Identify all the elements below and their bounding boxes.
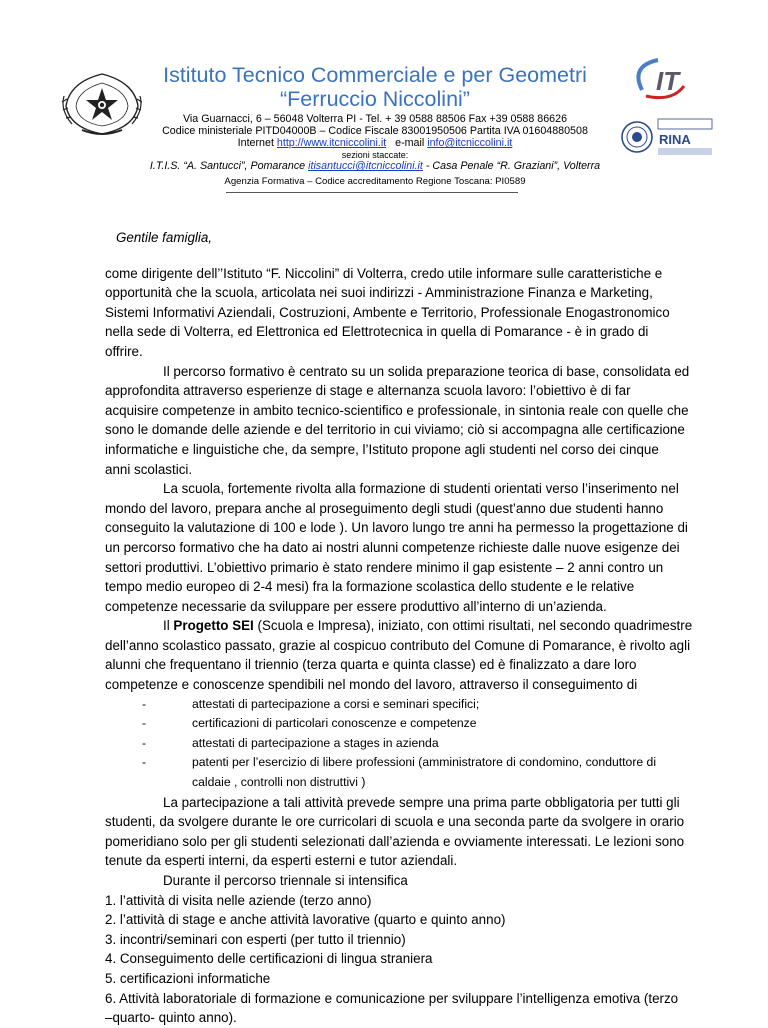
text-line: come dirigente dell’’Istituto “F. Niccolini” di Volterra, credo utile informare sulle caratteristiche e bbox=[105, 265, 663, 281]
list-item-continuation bbox=[134, 773, 724, 793]
text-line: competenze e conoscenze spendibili nel mondo del lavoro, attraverso il conseguimento di bbox=[105, 677, 638, 693]
list-item-text: attestati di partecipazione a stages in azienda bbox=[192, 735, 439, 750]
section-itis-email-link[interactable]: itisantucci@itcniccolini.it bbox=[308, 160, 423, 172]
text-line: Il percorso formativo è centrato su un solida preparazione teorica di base, consolidata ed bbox=[163, 363, 690, 379]
text-line: offrire. bbox=[105, 343, 143, 359]
svg-text:RINA: RINA bbox=[659, 132, 691, 147]
header-divider bbox=[226, 192, 518, 193]
paragraph-partecipazione bbox=[105, 793, 724, 871]
paragraph-intro bbox=[105, 264, 724, 362]
p4-line1-rest: (Scuola e Impresa), iniziato, con ottimi risultati, nel secondo quadrimestre bbox=[253, 618, 693, 634]
text-line: acquisire competenze in ambito tecnico-scientifico e professionale, in sintonia reale con quelle che bbox=[105, 402, 689, 418]
school-address: Via Guarnacci, 6 – 56048 Volterra PI - Tel. + 39 0588 88506 Fax +39 0588 86626 bbox=[182, 113, 568, 125]
school-name-line1: Istituto Tecnico Commerciale e per Geometri bbox=[163, 63, 587, 87]
paragraph-scuola bbox=[105, 479, 724, 616]
bullet-dash: - bbox=[141, 735, 147, 750]
text-line: competenze necessarie da sviluppare per essere produttivo all’interno di un’azienda. bbox=[105, 598, 607, 614]
list-item: 6. Attività laboratoriale di formazione e comunicazione per sviluppare l’intelligenza emotiva (terzo bbox=[105, 990, 679, 1006]
itc-logo-icon bbox=[612, 56, 712, 104]
text-line: nella sede di Volterra, ed Elettronica ed Elettrotecnica in quella di Pomarance - è in grado di bbox=[105, 324, 649, 340]
text-line: Durante il percorso triennale si intensifica bbox=[163, 873, 408, 888]
text-line: alunni che frequentano il triennio (terza quarta e quinta classe) ed è finalizzato a dare loro bbox=[105, 657, 637, 673]
email-label: e-mail bbox=[395, 137, 425, 149]
republic-emblem-icon bbox=[56, 66, 148, 138]
rina-certification-icon bbox=[657, 118, 713, 158]
text-line: anni scolastici. bbox=[105, 461, 193, 477]
text-line: opportunità che la scuola, articolata nei suoi indirizzi - Amministrazione Finanza e Marketing, bbox=[105, 285, 653, 301]
certification-seal-icon bbox=[620, 120, 654, 154]
greeting: Gentile famiglia, bbox=[116, 230, 213, 245]
p4-prefix: Il bbox=[163, 618, 174, 634]
sections-line bbox=[140, 160, 610, 172]
paragraph-triennio bbox=[105, 871, 724, 891]
sections-label: sezioni staccate: bbox=[341, 150, 409, 160]
text-line: tempo medio europeo di 2-4 mesi) fra la formazione scolastica dello studente e le relative bbox=[105, 579, 635, 595]
agency-accreditation: Agenzia Formativa – Codice accreditamento Regione Toscana: PI0589 bbox=[224, 176, 526, 187]
list-item bbox=[134, 753, 724, 773]
school-codes: Codice ministeriale PITD04000B – Codice Fiscale 83001950506 Partita IVA 01604880508 bbox=[162, 125, 588, 137]
text-line: Sistemi Informativi Aziendali, Costruzioni, Ambente e Territorio, Professionale Enogastronomico bbox=[105, 304, 670, 320]
list-item-continuation: –quarto- quinto anno). bbox=[105, 1010, 237, 1026]
progetto-sei-title: Progetto SEI bbox=[173, 618, 254, 634]
bullet-dash: - bbox=[141, 716, 147, 731]
list-item-text: certificazioni di particolari conoscenze e competenze bbox=[192, 716, 477, 731]
list-item-text: caldaie , controlli non distruttivi ) bbox=[192, 775, 366, 790]
text-line bbox=[105, 616, 724, 636]
text-line: La scuola, fortemente rivolta alla formazione di studenti orientati verso l’inserimento nel bbox=[163, 481, 679, 497]
text-line: settori produttivi. L’obiettivo primario è stato rendere minimo il gap esistente – 2 anni contro un bbox=[105, 559, 664, 575]
contact-line bbox=[140, 137, 610, 149]
email-link[interactable]: info@itcniccolini.it bbox=[427, 137, 513, 149]
section-prison: - Casa Penale “R. Graziani”, Volterra bbox=[425, 160, 601, 172]
list-item-text: attestati di partecipazione a corsi e seminari specifici; bbox=[192, 696, 480, 711]
bullet-dash: - bbox=[141, 696, 147, 711]
list-item-text: patenti per l’esercizio di libere professioni (amministratore di condomino, conduttore di bbox=[192, 755, 657, 770]
text-line: informatiche e linguistiche che, da sempre, l’Istituto propone agli studenti nel corso dei cinque bbox=[105, 441, 659, 457]
list-item: 3. incontri/seminari con esperti (per tutto il triennio) bbox=[105, 931, 406, 947]
list-item bbox=[134, 695, 724, 715]
svg-text:IT: IT bbox=[656, 66, 680, 96]
text-line: un percorso formativo che ha dato ai nostri alunni competenze richieste dalle nuove esigenze dei bbox=[105, 539, 680, 555]
list-item: 1. l’attività di visita nelle aziende (terzo anno) bbox=[105, 892, 372, 908]
paragraph-percorso bbox=[105, 362, 724, 480]
list-item: 2. l’attività di stage e anche attività lavorative (quarto e quinto anno) bbox=[105, 912, 506, 928]
text-line: conseguito la valutazione di 100 e lode ). Un lavoro lungo tre anni ha permesso la progettazione di bbox=[105, 520, 688, 536]
text-line: tenute da esperti interni, da esperti esterni e tutor aziendali. bbox=[105, 853, 458, 869]
school-name-line2: “Ferruccio Niccolini” bbox=[280, 87, 470, 111]
text-line: La partecipazione a tali attività prevede sempre una prima parte obbligatoria per tutti gli bbox=[163, 794, 680, 810]
list-item: 4. Conseguimento delle certificazioni di lingua straniera bbox=[105, 951, 433, 967]
text-line: mondo del lavoro, prepara anche al proseguimento degli studi (quest’anno due studenti hanno bbox=[105, 500, 664, 516]
text-line: approfondita attraverso esperienze di stage e alternanza scuola lavoro: l’obiettivo è di far bbox=[105, 383, 631, 399]
text-line: pomeridiano solo per gli studenti selezionati dall’azienda e ovviamente interessati. Le lezioni sono bbox=[105, 833, 685, 849]
internet-label: Internet bbox=[237, 137, 274, 149]
bullet-list bbox=[134, 695, 724, 793]
text-line: sono le domande delle aziende e del territorio in cui viviamo; ciò si accompagna alle certificazione bbox=[105, 422, 685, 438]
bullet-dash: - bbox=[141, 755, 147, 770]
text-line: studenti, da svolgere durante le ore curricolari di scuola e una seconda parte da svolgere in orario bbox=[105, 814, 685, 830]
list-item bbox=[134, 714, 724, 734]
section-itis: I.T.I.S. “A. Santucci”, Pomarance bbox=[149, 160, 306, 172]
numbered-list bbox=[105, 891, 724, 1028]
list-item bbox=[134, 734, 724, 754]
paragraph-progetto-sei bbox=[105, 616, 724, 694]
list-item: 5. certificazioni informatiche bbox=[105, 970, 271, 986]
website-link[interactable]: http://www.itcniccolini.it bbox=[276, 137, 387, 149]
letter-body bbox=[105, 228, 724, 1028]
text-line: dell’anno scolastico passato, grazie al cospicuo contributo del Comune di Pomarance, è rivolto agli bbox=[105, 637, 691, 653]
